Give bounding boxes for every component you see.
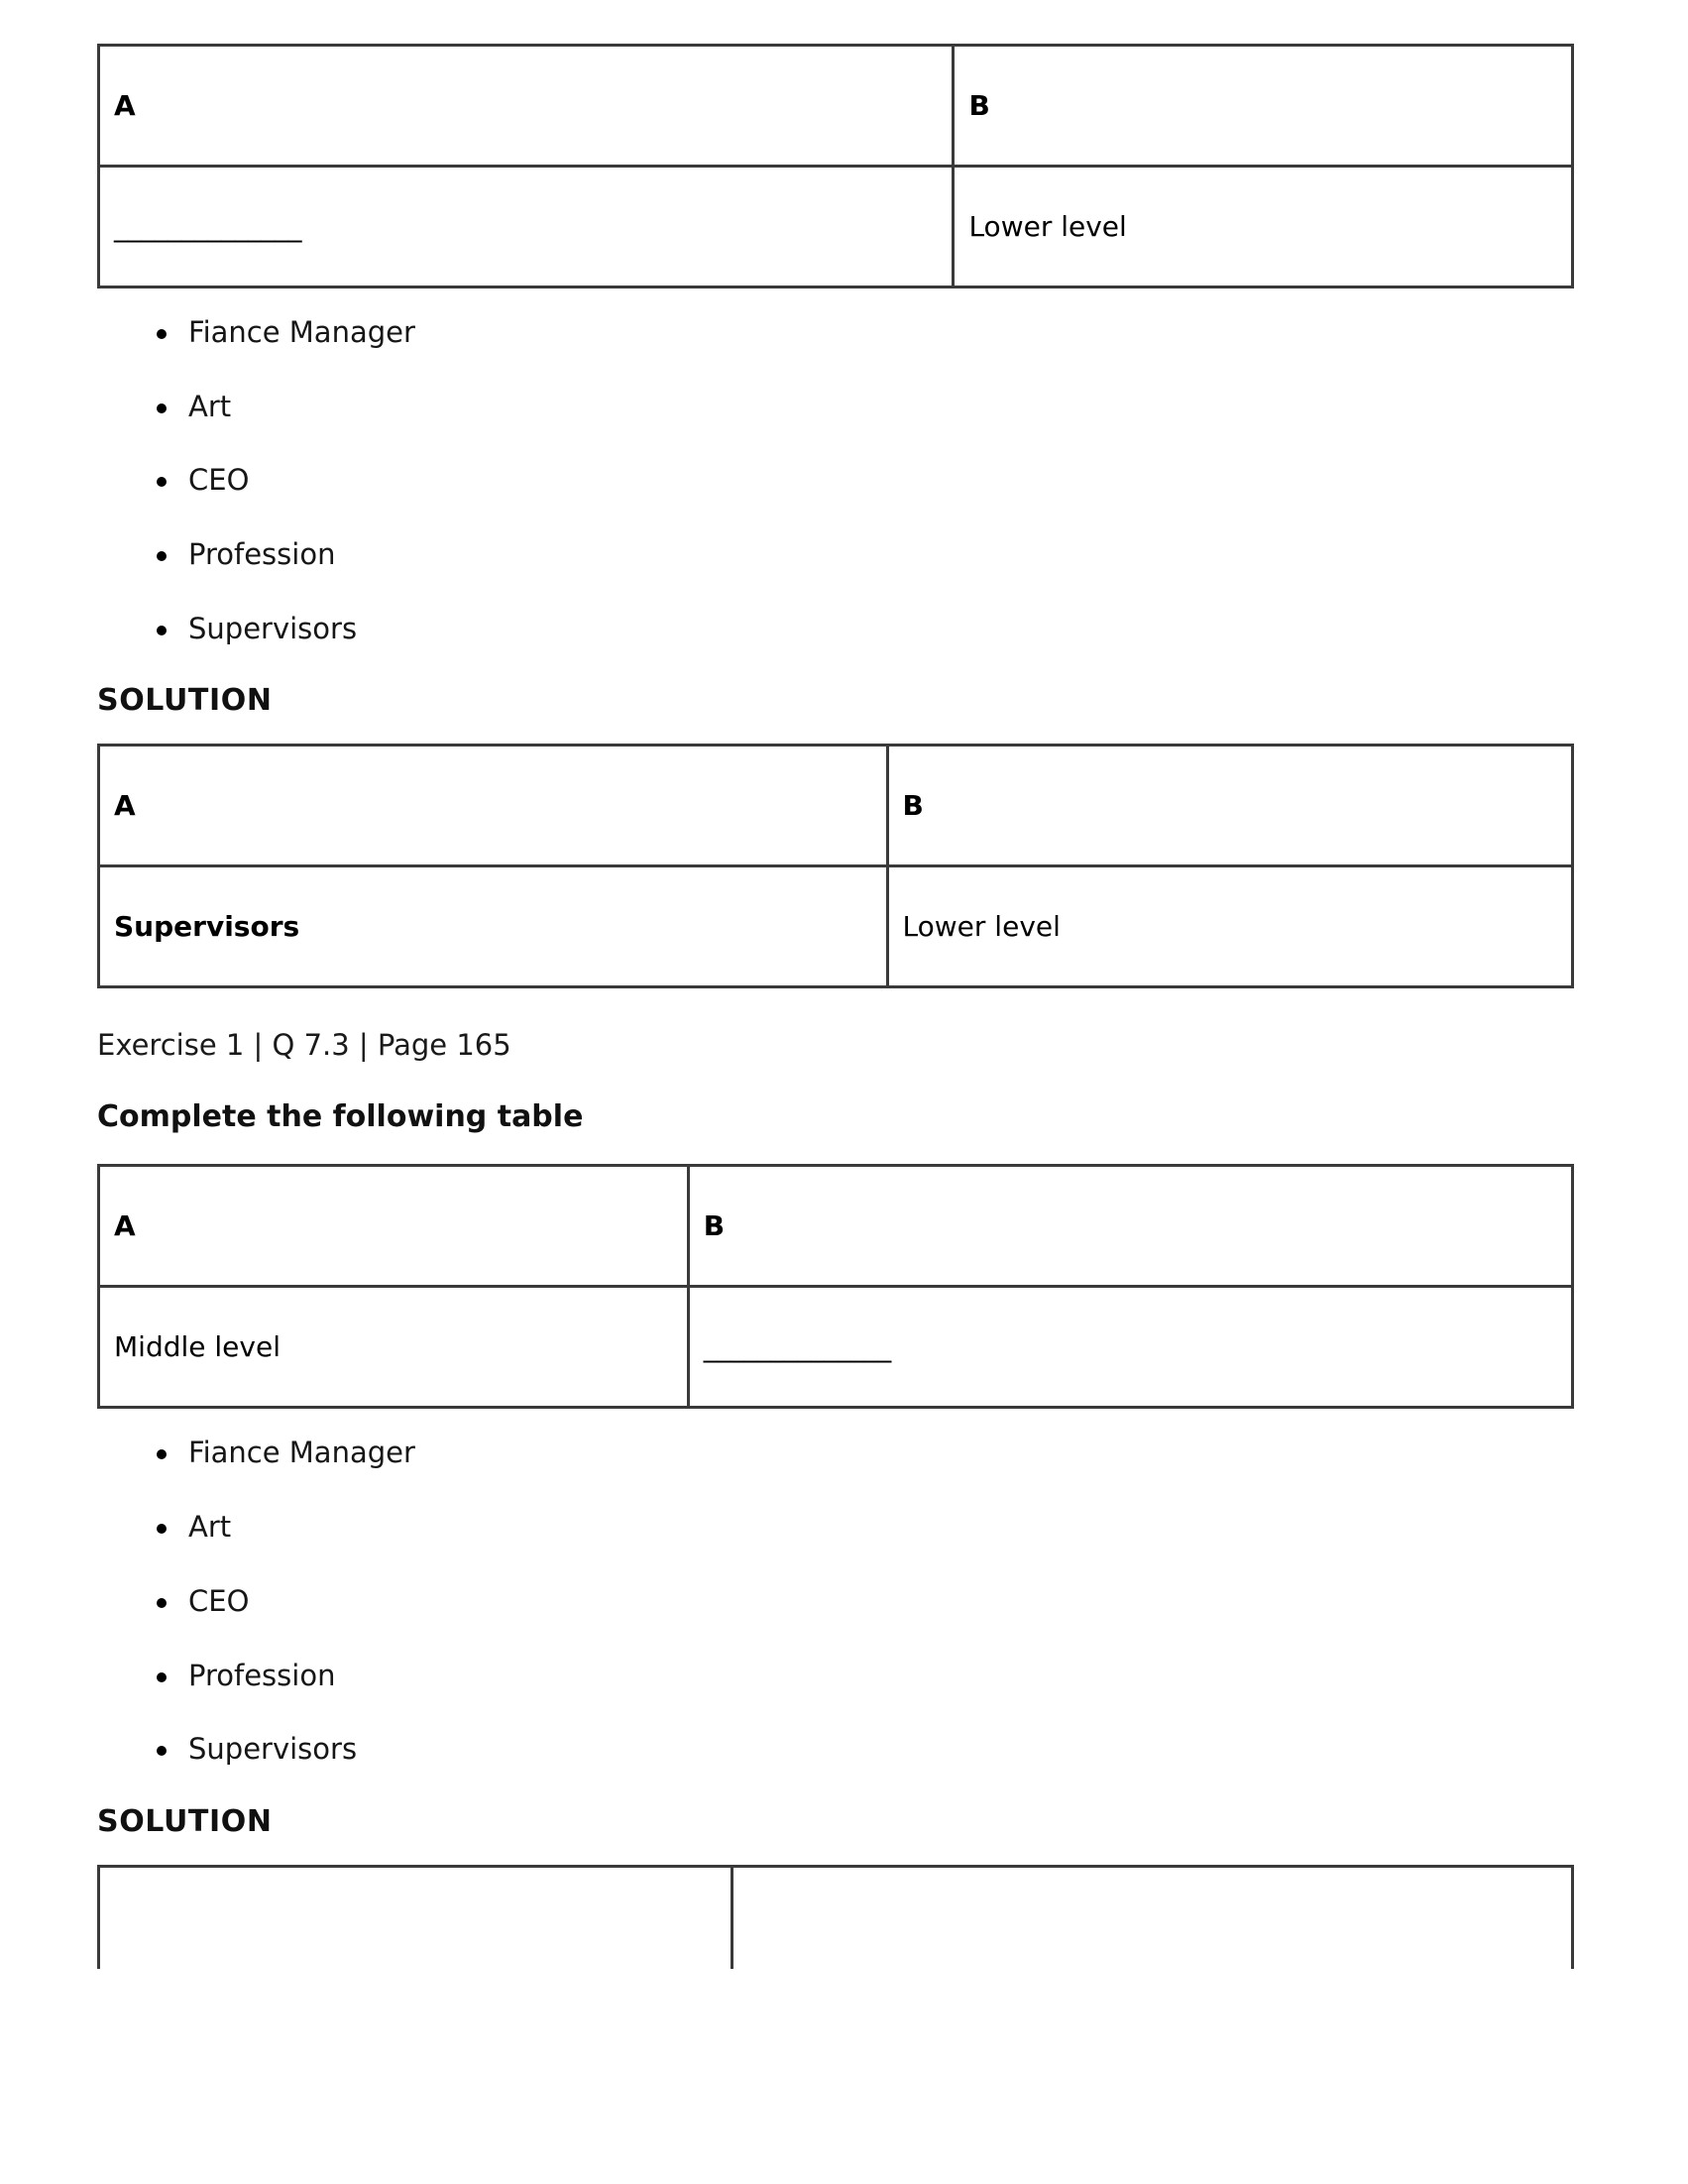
- table-cell-a-value: Middle level: [99, 1287, 689, 1408]
- solution-heading-2: SOLUTION: [97, 1803, 273, 1839]
- table-header-cell-b: B: [887, 746, 1572, 866]
- table-row: [99, 1866, 1573, 1969]
- table-row: [99, 866, 1573, 987]
- list-item: Art: [149, 389, 1594, 426]
- fill-in-blank: ______________: [703, 1330, 891, 1364]
- table-header-cell-b: B: [954, 46, 1573, 167]
- list-item: Supervisors: [149, 1731, 1594, 1769]
- table-header-cell-a: A: [99, 1166, 689, 1287]
- table-header-cell-a: [99, 1866, 732, 1969]
- list-item: Supervisors: [149, 611, 1594, 648]
- table-row: [99, 1166, 1573, 1287]
- question-2-solution-table: [97, 1865, 1574, 1969]
- table-header-cell-a: A: [99, 746, 888, 866]
- table-cell-a-answer: Supervisors: [99, 866, 888, 987]
- table-header-cell-b: [732, 1866, 1573, 1969]
- list-item: Fiance Manager: [149, 314, 1594, 352]
- table-header-cell-a: A: [99, 46, 954, 167]
- table-row: [99, 167, 1573, 287]
- list-item: CEO: [149, 1583, 1594, 1621]
- question-1-options-list: [97, 314, 1594, 647]
- table-row: [99, 746, 1573, 866]
- table-row: [99, 46, 1573, 167]
- question-2-table: [97, 1164, 1574, 1409]
- question-2-options-list: [97, 1435, 1594, 1768]
- clipped-table-region: [97, 1865, 1594, 1969]
- fill-in-blank: ______________: [114, 209, 301, 243]
- table-row: [99, 1287, 1573, 1408]
- table-cell-a-blank: [99, 167, 954, 287]
- list-item: Profession: [149, 536, 1594, 574]
- question-2-prompt: Complete the following table: [97, 1099, 584, 1135]
- exercise-reference: Exercise 1 | Q 7.3 | Page 165: [97, 1028, 511, 1063]
- solution-heading-1: SOLUTION: [97, 683, 273, 719]
- top-spacer: [97, 0, 1594, 44]
- page-content: [97, 0, 1594, 1969]
- question-1-solution-table: [97, 744, 1574, 988]
- question-1-table: [97, 44, 1574, 288]
- list-item: Fiance Manager: [149, 1435, 1594, 1472]
- table-cell-b-value: Lower level: [887, 866, 1572, 987]
- list-item: Profession: [149, 1658, 1594, 1695]
- list-item: CEO: [149, 462, 1594, 500]
- list-item: Art: [149, 1509, 1594, 1547]
- table-cell-b-blank: [688, 1287, 1572, 1408]
- table-header-cell-b: B: [688, 1166, 1572, 1287]
- table-cell-b-value: Lower level: [954, 167, 1573, 287]
